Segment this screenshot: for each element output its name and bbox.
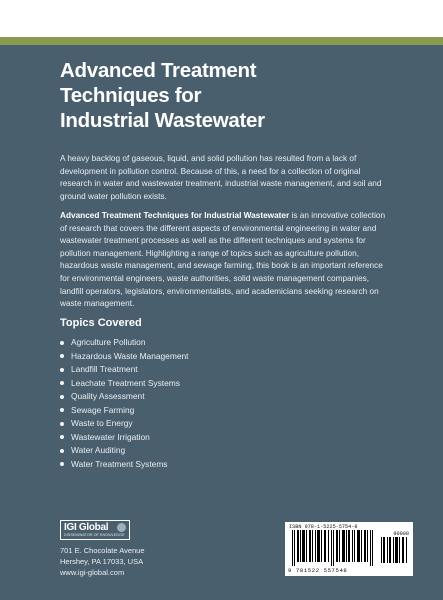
topic-label: Water Auditing — [71, 445, 126, 455]
bullet-icon — [60, 435, 64, 439]
bullet-icon — [60, 408, 64, 412]
topic-item — [60, 417, 188, 431]
top-margin-band — [0, 0, 443, 37]
title-line: Advanced Treatment — [60, 59, 257, 82]
barcode-bars-icon — [291, 530, 377, 566]
topic-label: Hazardous Waste Management — [71, 350, 189, 361]
book-title-inline: Advanced Treatment Techniques for Industrial Wastewater — [60, 211, 290, 220]
bullet-icon — [60, 422, 64, 426]
isbn-text: ISBN 978-1-5225-5754-8 — [289, 524, 358, 530]
topic-item — [60, 444, 188, 458]
logo-tagline: DISSEMINATOR OF KNOWLEDGE — [64, 533, 125, 537]
publisher-logo — [60, 520, 130, 540]
accent-band — [0, 37, 443, 45]
topic-label: Water Treatment Systems — [71, 458, 168, 469]
topic-label: Landfill Treatment — [71, 364, 138, 374]
address-line: 701 E. Chocolate Avenue — [60, 546, 145, 555]
topic-label: Leachate Treatment Systems — [71, 377, 180, 388]
topic-item — [60, 404, 188, 418]
website-link[interactable]: www.igi-global.com — [60, 568, 125, 577]
topic-item — [60, 390, 188, 404]
logo-text: IGI Global — [64, 522, 109, 533]
publisher-address — [60, 545, 145, 578]
topic-label: Agriculture Pollution — [71, 337, 146, 347]
title-line: Industrial Wastewater — [60, 109, 265, 132]
topic-item — [60, 350, 188, 364]
topic-label: Sewage Farming — [71, 404, 135, 415]
ean-number: 9 781522 557548 — [288, 567, 348, 574]
bullet-icon — [60, 449, 64, 453]
topic-item — [60, 431, 188, 445]
bullet-icon — [60, 395, 64, 399]
price-addon-text: 90000 — [393, 531, 409, 537]
topics-list — [60, 336, 188, 471]
topic-label: Wastewater Irrigation — [71, 431, 150, 442]
bullet-icon — [60, 368, 64, 372]
topics-heading: Topics Covered — [60, 317, 142, 329]
barcode-addon-bars-icon — [381, 537, 409, 563]
bullet-icon — [60, 381, 64, 385]
title-line: Techniques for — [60, 84, 202, 107]
address-line: Hershey, PA 17033, USA — [60, 557, 144, 566]
bullet-icon — [60, 462, 64, 466]
bullet-icon — [60, 354, 64, 358]
topic-item — [60, 458, 188, 472]
topic-item — [60, 336, 188, 350]
topic-label: Quality Assessment — [71, 391, 145, 401]
topic-label: Waste to Energy — [71, 418, 133, 428]
description-text: is an innovative collection of research that covers the different aspects of environmental engineering in water and wastewater treatment processes as well as the different techniques and systems for pollution management. Highlighting a range of topics such as agriculture pollution, hazardous waste management, and sewage farming, this book is an important reference for environmental engineers, waste authorities, solid waste management companies, landfill operators, legislators, environmentalists, and academicians seeking research on waste management. — [60, 211, 386, 309]
barcode — [285, 522, 413, 576]
book-title — [60, 58, 400, 133]
topic-item — [60, 377, 188, 391]
bullet-icon — [60, 341, 64, 345]
description-paragraph-2 — [60, 210, 388, 311]
description-paragraph-1: A heavy backlog of gaseous, liquid, and solid pollution has resulted from a lack of development in pollution control. Because of this, a need for a collection of original research in water and wastewater treatment, industrial waste management, and soil and ground water pollution exists. — [60, 154, 382, 201]
globe-icon — [117, 523, 126, 532]
topic-item — [60, 363, 188, 377]
